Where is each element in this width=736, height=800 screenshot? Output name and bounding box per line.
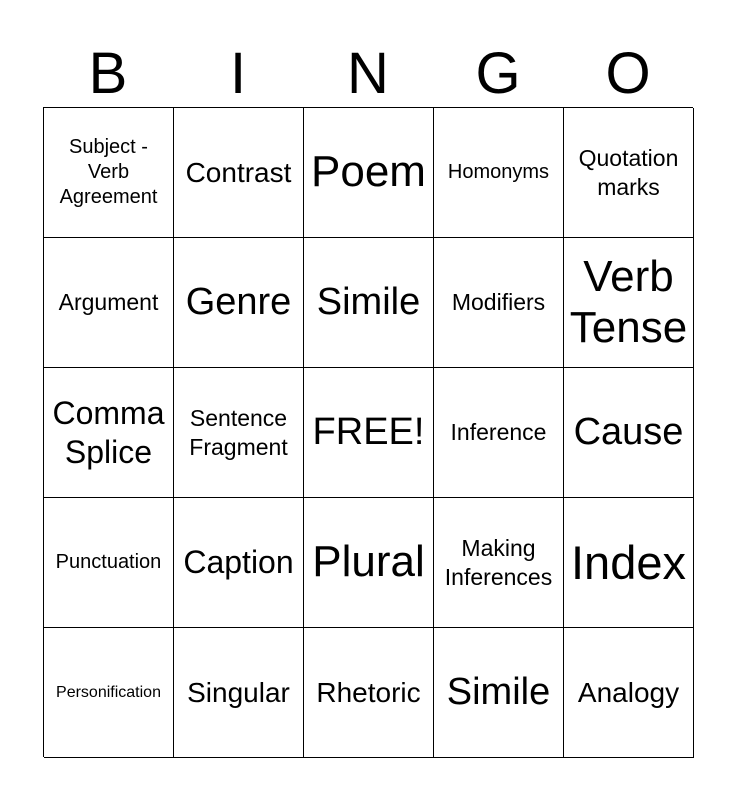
bingo-cell-r4-c2[interactable]	[304, 628, 434, 758]
bingo-cell-r2-c2[interactable]	[304, 368, 434, 498]
header-letter-n: N	[347, 41, 389, 106]
bingo-cell-r2-c1[interactable]	[174, 368, 304, 498]
bingo-cell-r4-c1[interactable]	[174, 628, 304, 758]
header-letter-o: O	[605, 41, 651, 106]
bingo-cell-r3-c0[interactable]	[44, 498, 174, 628]
bingo-header	[43, 40, 693, 108]
cell-label: Analogy	[577, 677, 680, 708]
bingo-cell-r4-c0[interactable]	[44, 628, 174, 758]
cell-label: Singular	[187, 677, 290, 708]
cell-label: Cause	[573, 410, 684, 453]
bingo-cell-r2-c3[interactable]	[434, 368, 564, 498]
cell-label: Index	[571, 535, 686, 589]
bingo-cell-r0-c1[interactable]	[174, 108, 304, 238]
cell-label: Simile	[446, 670, 551, 713]
cell-label: Plural	[312, 537, 425, 587]
cell-label: Rhetoric	[316, 677, 421, 708]
bingo-cell-r4-c3[interactable]	[434, 628, 564, 758]
cell-label: Caption	[183, 544, 294, 581]
bingo-cell-r1-c3[interactable]	[434, 238, 564, 368]
bingo-cell-r1-c4[interactable]	[564, 238, 694, 368]
cell-label: Sentence Fragment	[189, 404, 288, 460]
bingo-cell-r2-c0[interactable]	[44, 368, 174, 498]
bingo-cell-r3-c1[interactable]	[174, 498, 304, 628]
cell-label: Making Inferences	[444, 534, 553, 590]
bingo-cell-r3-c2[interactable]	[304, 498, 434, 628]
cell-label: Genre	[185, 280, 292, 323]
cell-label: Comma Splice	[52, 395, 165, 470]
cell-label: Quotation marks	[578, 144, 679, 200]
bingo-cell-r0-c4[interactable]	[564, 108, 694, 238]
bingo-cell-r3-c4[interactable]	[564, 498, 694, 628]
header-letter-g: G	[475, 41, 521, 106]
cell-label: Inference	[450, 419, 547, 446]
bingo-cell-r4-c4[interactable]	[564, 628, 694, 758]
bingo-cell-r3-c3[interactable]	[434, 498, 564, 628]
cell-label: FREE!	[312, 410, 425, 453]
cell-label: Personification	[56, 683, 161, 701]
cell-label: Contrast	[185, 157, 292, 188]
header-letter-b: B	[88, 41, 128, 106]
bingo-cell-r0-c2[interactable]	[304, 108, 434, 238]
bingo-cell-r1-c0[interactable]	[44, 238, 174, 368]
bingo-board	[43, 107, 693, 757]
cell-label: Modifiers	[451, 289, 546, 316]
header-letter-i: I	[229, 41, 247, 106]
bingo-cell-r0-c3[interactable]	[434, 108, 564, 238]
cell-label: Subject - Verb Agreement	[59, 136, 158, 208]
bingo-cell-r2-c4[interactable]	[564, 368, 694, 498]
bingo-cell-r1-c2[interactable]	[304, 238, 434, 368]
cell-label: Verb Tense	[569, 251, 688, 352]
bingo-cell-r1-c1[interactable]	[174, 238, 304, 368]
cell-label: Simile	[316, 280, 421, 323]
cell-label: Homonyms	[447, 161, 550, 183]
cell-label: Punctuation	[55, 551, 162, 573]
cell-label: Poem	[311, 147, 426, 197]
cell-label: Argument	[58, 289, 159, 316]
bingo-cell-r0-c0[interactable]	[44, 108, 174, 238]
